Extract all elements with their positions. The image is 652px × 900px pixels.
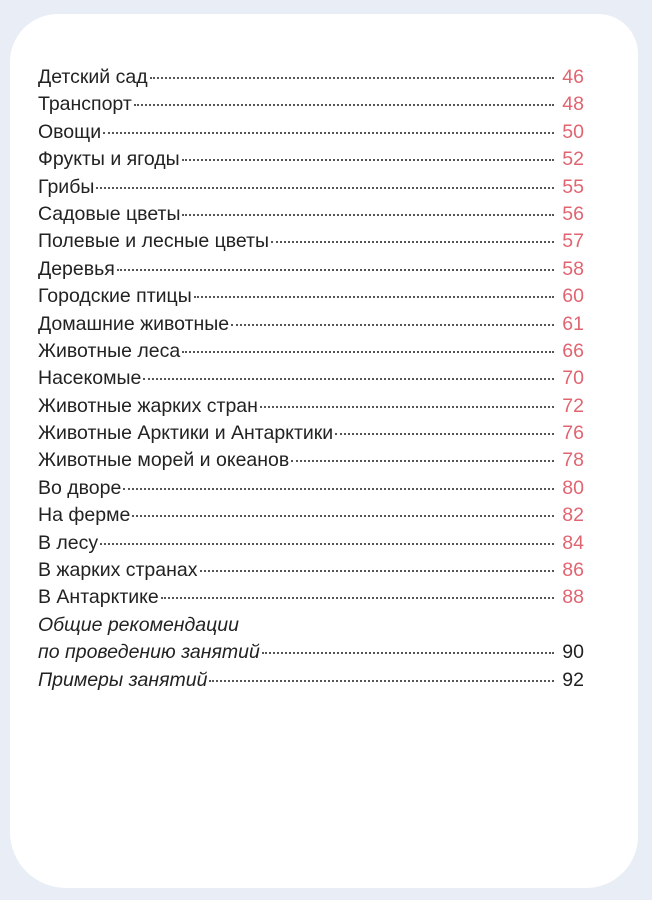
toc-item[interactable] [38, 340, 584, 367]
toc-item-title: Животные морей и океанов [38, 449, 290, 472]
document-page [10, 14, 638, 888]
dot-leader [96, 187, 554, 189]
toc-page-number: 92 [562, 668, 584, 691]
toc-item[interactable] [38, 504, 584, 531]
toc-item[interactable] [38, 203, 584, 230]
toc-item-title: по проведению занятий [38, 641, 260, 664]
toc-page-number: 70 [562, 367, 584, 390]
toc-item[interactable] [38, 258, 584, 285]
toc-item-title: Овощи [38, 120, 102, 143]
toc-item-title: Транспорт [38, 93, 132, 116]
toc-item-examples[interactable] [38, 669, 584, 696]
toc-item-title: Во дворе [38, 476, 122, 499]
toc-item[interactable] [38, 93, 584, 120]
toc-item[interactable] [38, 532, 584, 559]
toc-item-title: В Антарктике [38, 586, 159, 609]
toc-item-title: Полевые и лесные цветы [38, 230, 270, 253]
toc-item[interactable] [38, 422, 584, 449]
toc-item[interactable] [38, 395, 584, 422]
toc-page-number: 56 [562, 202, 584, 225]
toc-item[interactable] [38, 449, 584, 476]
toc-item-title: Общие рекомендации [38, 613, 239, 636]
toc-item-title: Детский сад [38, 66, 148, 88]
dot-leader [182, 214, 554, 216]
dot-leader [143, 378, 554, 380]
toc-item[interactable] [38, 477, 584, 504]
dot-leader [209, 680, 554, 682]
dot-leader [182, 159, 554, 161]
toc-page-number: 66 [562, 339, 584, 362]
dot-leader [194, 296, 554, 298]
toc-item-title: Примеры занятий [38, 668, 208, 691]
toc-page-number: 80 [562, 476, 584, 499]
toc-item[interactable] [38, 313, 584, 340]
toc-page-number: 88 [562, 586, 584, 609]
toc-item[interactable] [38, 121, 584, 148]
toc-item[interactable] [38, 285, 584, 312]
dot-leader [262, 652, 554, 654]
dot-leader [150, 77, 554, 79]
toc-page-number: 57 [562, 230, 584, 253]
toc-page-number: 58 [562, 257, 584, 280]
dot-leader [103, 132, 554, 134]
dot-leader [182, 351, 554, 353]
toc-item-title: Животные Арктики и Антарктики [38, 422, 334, 445]
toc-item-title: Насекомые [38, 367, 142, 390]
toc-item-recommendations-line1[interactable] [38, 614, 584, 641]
dot-leader [271, 241, 554, 243]
toc-page-number: 46 [562, 66, 584, 88]
dot-leader [231, 324, 554, 326]
toc-item-title: В жарких странах [38, 559, 198, 582]
toc-item[interactable] [38, 559, 584, 586]
dot-leader [117, 269, 554, 271]
table-of-contents [38, 66, 584, 696]
toc-page-number: 90 [562, 641, 584, 664]
toc-page-number: 52 [562, 148, 584, 171]
toc-item-title: Деревья [38, 257, 115, 280]
toc-item-title: В лесу [38, 531, 99, 554]
toc-page-number: 86 [562, 559, 584, 582]
toc-item[interactable] [38, 230, 584, 257]
toc-item-title: Городские птицы [38, 285, 192, 308]
dot-leader [134, 104, 554, 106]
toc-item-recommendations[interactable] [38, 641, 584, 668]
toc-page-number: 55 [562, 175, 584, 198]
toc-page-number: 78 [562, 449, 584, 472]
toc-item[interactable] [38, 367, 584, 394]
toc-item-title: Домашние животные [38, 312, 230, 335]
toc-item-title: Грибы [38, 175, 95, 198]
dot-leader [132, 515, 554, 517]
toc-page-number: 82 [562, 504, 584, 527]
toc-item[interactable] [38, 66, 584, 93]
toc-item-title: Животные жарких стран [38, 394, 258, 417]
toc-item[interactable] [38, 176, 584, 203]
dot-leader [100, 543, 554, 545]
toc-item-title: Животные леса [38, 339, 181, 362]
toc-item-title: На ферме [38, 504, 131, 527]
toc-page-number: 60 [562, 285, 584, 308]
dot-leader [291, 460, 554, 462]
dot-leader [260, 406, 554, 408]
toc-rows [38, 66, 584, 614]
toc-page-number: 48 [562, 93, 584, 116]
toc-item-title: Садовые цветы [38, 202, 181, 225]
toc-item-title: Фрукты и ягоды [38, 148, 180, 171]
toc-page-number: 50 [562, 120, 584, 143]
toc-item[interactable] [38, 148, 584, 175]
dot-leader [161, 597, 554, 599]
dot-leader [335, 433, 554, 435]
toc-item[interactable] [38, 586, 584, 613]
toc-page-number: 72 [562, 394, 584, 417]
dot-leader [123, 488, 554, 490]
toc-page-number: 76 [562, 422, 584, 445]
toc-page-number: 84 [562, 531, 584, 554]
toc-page-number: 61 [562, 312, 584, 335]
dot-leader [200, 570, 555, 572]
